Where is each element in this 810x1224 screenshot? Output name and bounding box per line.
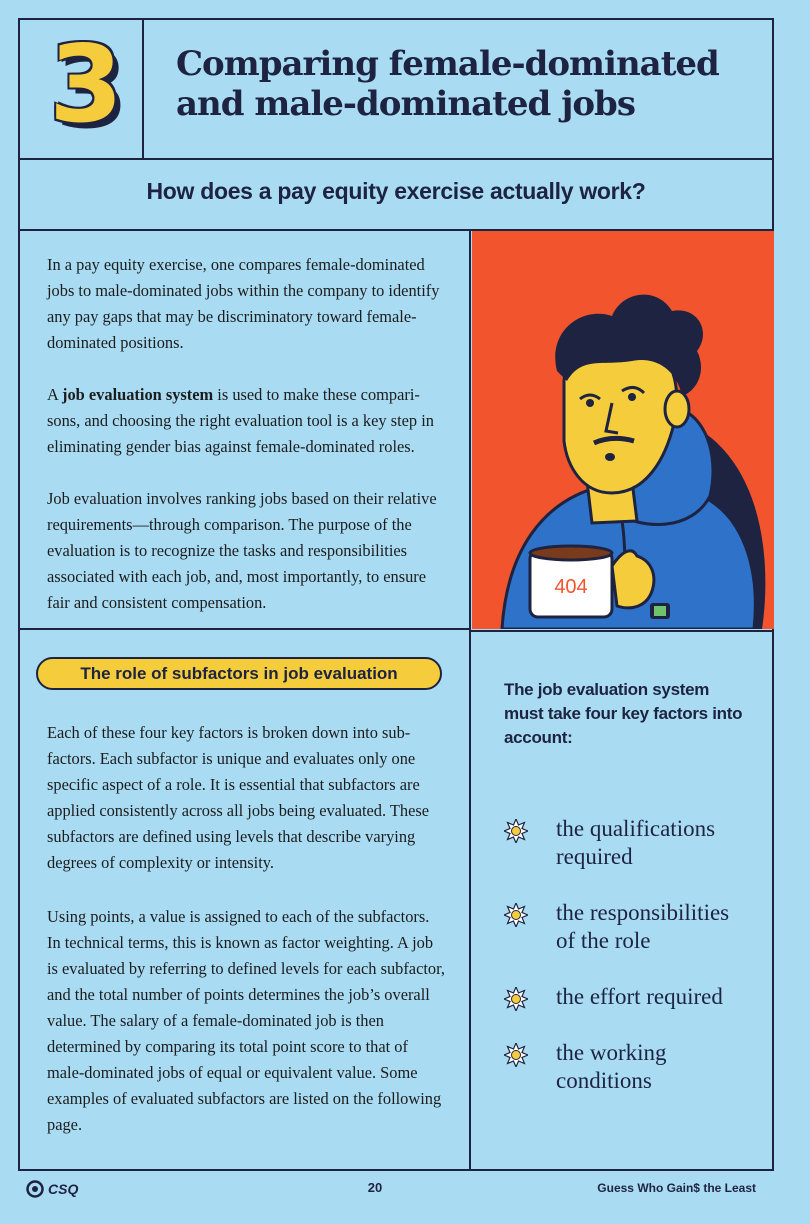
title-line-2: and male-dominated jobs: [176, 84, 635, 124]
factor-item-2: [504, 899, 754, 955]
section-subtitle: How does a pay equity exercise actually work?: [146, 178, 646, 204]
factor-label: the working conditions: [556, 1040, 667, 1093]
page-title: [176, 44, 736, 124]
intro-p2-lead: A: [47, 385, 63, 404]
intro-paragraph-2: [47, 382, 447, 460]
title-line-1: Comparing female-dominated: [176, 44, 719, 84]
starburst-icon: [504, 819, 528, 843]
factor-label: the effort required: [556, 984, 723, 1009]
factor-item-3: [504, 983, 754, 1011]
factors-intro: The job evaluation system must take four key factors into account:: [504, 680, 743, 747]
csq-logo-icon: [26, 1180, 44, 1198]
csq-logo-text: CSQ: [48, 1181, 79, 1197]
publication-title: Guess Who Gain$ the Least: [597, 1181, 756, 1195]
subfactors-heading: The role of subfactors in job evaluation: [36, 657, 442, 690]
left-mid-rule: [18, 628, 470, 630]
subfactors-paragraph-1: Each of these four key factors is broken down into sub-factors. Each subfactor is unique and evaluates only one specific aspect of a role. It is essential that subfactors are applied consistently across all jobs being evaluated. These subfactors are defined using levels that describe varying degrees of complexity or intensity.: [47, 723, 430, 872]
factor-label: the qualifications required: [556, 816, 716, 869]
man-with-mug-illustration: [472, 231, 774, 629]
factor-label: the responsibilities of the role: [556, 900, 730, 953]
subfactors-paragraph-2: Using points, a value is assigned to each of the subfactors. In technical terms, this is known as factor weighting. A job is evaluated by referring to defined levels for each subfactor, and the total number of points determines the job’s overall value. The salary of a female-dominated job is then determined by comparing its total point score to that of male-dominated jobs of equal or equivalent value. Some examples of evaluated subfactors are listed on the following page.: [47, 907, 446, 1134]
factor-item-4: [504, 1039, 754, 1095]
intro-p2-rest: is used to make these compari-sons, and choosing the right evaluation tool is a key step in eliminating gender bias against female-dominated roles.: [47, 385, 434, 456]
csq-logo: [26, 1180, 78, 1198]
intro-paragraph-1: In a pay equity exercise, one compares female-dominated jobs to male-dominated jobs within the company to identify any pay gaps that may be discriminatory toward female-dominated positions.: [47, 255, 440, 352]
header-divider: [142, 18, 144, 160]
intro-paragraph-3: Job evaluation involves ranking jobs based on their relative requirements—through comparison. The purpose of the evaluation is to recognize the tasks and responsibilities associated with each job, and, most importantly, to ensure fair and consistent compensation.: [47, 489, 437, 612]
job-evaluation-system-term: job evaluation system: [62, 385, 214, 404]
illustration-panel: [472, 231, 774, 629]
mug-label: 404: [554, 576, 588, 598]
starburst-icon: [504, 903, 528, 927]
right-mid-rule: [469, 630, 774, 632]
section-number: 3: [49, 23, 123, 146]
column-divider: [469, 229, 471, 1171]
factor-item-1: [504, 815, 754, 871]
starburst-icon: [504, 1043, 528, 1067]
starburst-icon: [504, 987, 528, 1011]
header-rule: [18, 158, 774, 160]
page-number: 20: [367, 1180, 383, 1195]
